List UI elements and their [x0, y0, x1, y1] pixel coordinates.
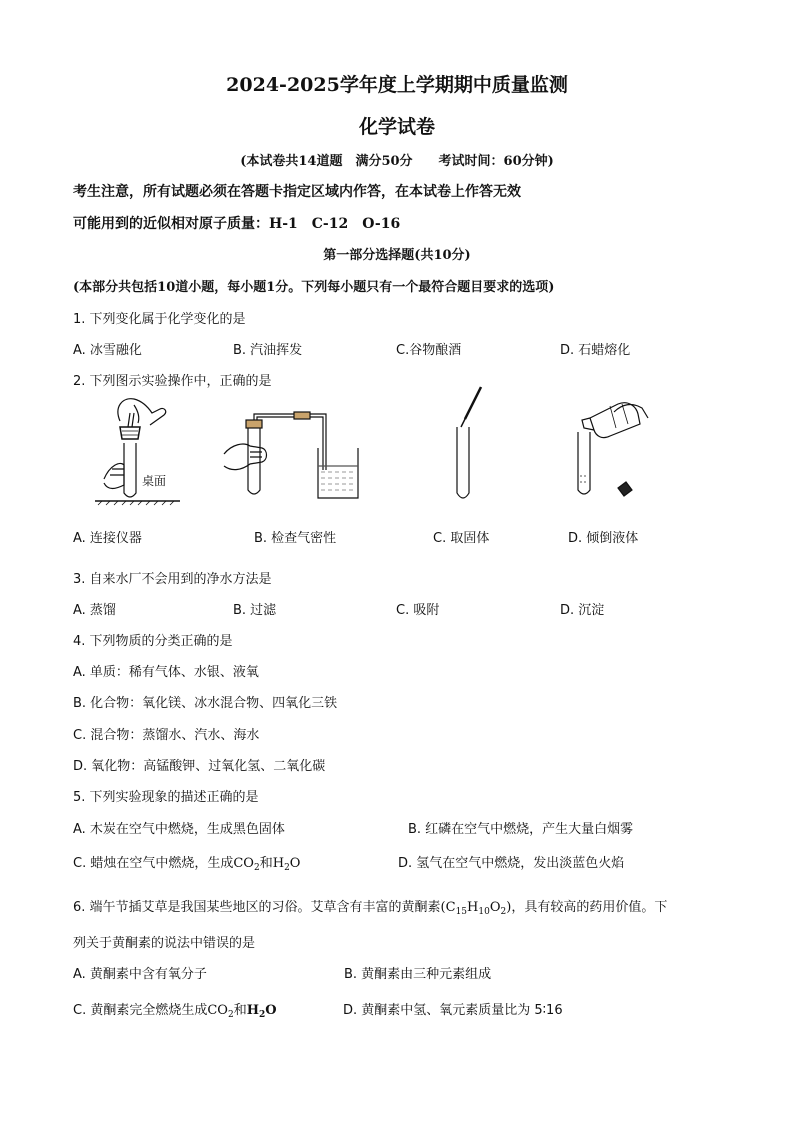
q6-stem: 6. 端午节插艾草是我国某些地区的习俗。艾草含有丰富的黄酮素$(C_{15}H_{10}O_2)$，具有较高的药用价值。下 — [73, 900, 668, 917]
formula-flavone: $(C_{15}H_{10}O_2)$ — [440, 900, 512, 917]
q5-option-b: B. 红磷在空气中燃烧，产生大量白烟雾 — [408, 822, 634, 837]
q6-option-c: C. 黄酮素完全燃烧生成$CO_2$和$H_2O$ — [73, 1003, 277, 1020]
q4-option-c: C. 混合物：蒸馏水、汽水、海水 — [73, 728, 260, 743]
q2-option-b: B. 检查气密性 — [254, 531, 337, 546]
figure-connect-apparatus — [90, 393, 185, 508]
q3-option-c: C. 吸附 — [396, 603, 440, 618]
formula-h2o: $H_2O$ — [246, 1003, 277, 1020]
q6-option-a: A. 黄酮素中含有氧分子 — [73, 967, 207, 982]
formula-co2: $CO_2$ — [207, 1003, 234, 1020]
exam-title: 2024-2025学年度上学期期中质量监测 — [226, 74, 568, 96]
q5-option-a: A. 木炭在空气中燃烧，生成黑色固体 — [73, 822, 285, 837]
q6-option-b: B. 黄酮素由三种元素组成 — [344, 967, 492, 982]
figure-label-desk: 桌面 — [142, 474, 167, 488]
q6-option-d: D. 黄酮素中氢、氧元素质量比为 5∶16 — [343, 1003, 563, 1018]
q1-option-a: A. 冰雪融化 — [73, 343, 142, 358]
q5-option-c: C. 蜡烛在空气中燃烧，生成$CO_2$和$H_2O$ — [73, 856, 301, 873]
q2-option-a: A. 连接仪器 — [73, 531, 142, 546]
atomic-mass: 可能用到的近似相对原子质量：H-1 C-12 O-16 — [73, 216, 401, 232]
notice: 考生注意，所有试题必须在答题卡指定区域内作答，在本试卷上作答无效 — [73, 184, 521, 200]
figure-pour-liquid — [570, 398, 650, 506]
subject-title: 化学试卷 — [358, 116, 435, 138]
q3-option-a: A. 蒸馏 — [73, 603, 116, 618]
q3-option-b: B. 过滤 — [233, 603, 277, 618]
q2-stem: 2. 下列图示实验操作中，正确的是 — [73, 374, 272, 389]
q4-option-a: A. 单质：稀有气体、水银、液氧 — [73, 665, 259, 680]
figure-take-solid — [445, 385, 485, 505]
q1-stem: 1. 下列变化属于化学变化的是 — [73, 312, 246, 327]
q1-option-d: D. 石蜡熔化 — [560, 343, 631, 358]
q1-option-c: C.谷物酿酒 — [396, 343, 462, 358]
q3-option-d: D. 沉淀 — [560, 603, 605, 618]
formula-h2o: $H_2O$ — [272, 856, 301, 873]
figure-airtightness-check — [222, 410, 367, 505]
formula-co2: $CO_2$ — [233, 856, 260, 873]
q3-stem: 3. 自来水厂不会用到的净水方法是 — [73, 572, 272, 587]
q4-option-b: B. 化合物：氧化镁、冰水混合物、四氧化三铁 — [73, 696, 338, 711]
q4-stem: 4. 下列物质的分类正确的是 — [73, 634, 233, 649]
q2-option-d: D. 倾倒液体 — [568, 531, 639, 546]
section-heading: 第一部分选择题(共10分) — [323, 248, 471, 263]
q6-stem-line2: 列关于黄酮素的说法中错误的是 — [73, 936, 256, 951]
q5-option-d: D. 氢气在空气中燃烧，发出淡蓝色火焰 — [398, 856, 625, 871]
q1-option-b: B. 汽油挥发 — [233, 343, 303, 358]
q5-stem: 5. 下列实验现象的描述正确的是 — [73, 790, 259, 805]
q2-option-c: C. 取固体 — [433, 531, 490, 546]
q4-option-d: D. 氧化物：高锰酸钾、过氧化氢、二氧化碳 — [73, 759, 326, 774]
exam-info: (本试卷共14道题 满分50分 考试时间：60分钟) — [240, 154, 554, 169]
section-instruction: (本部分共包括10道小题，每小题1分。下列每小题只有一个最符合题目要求的选项) — [73, 280, 555, 295]
